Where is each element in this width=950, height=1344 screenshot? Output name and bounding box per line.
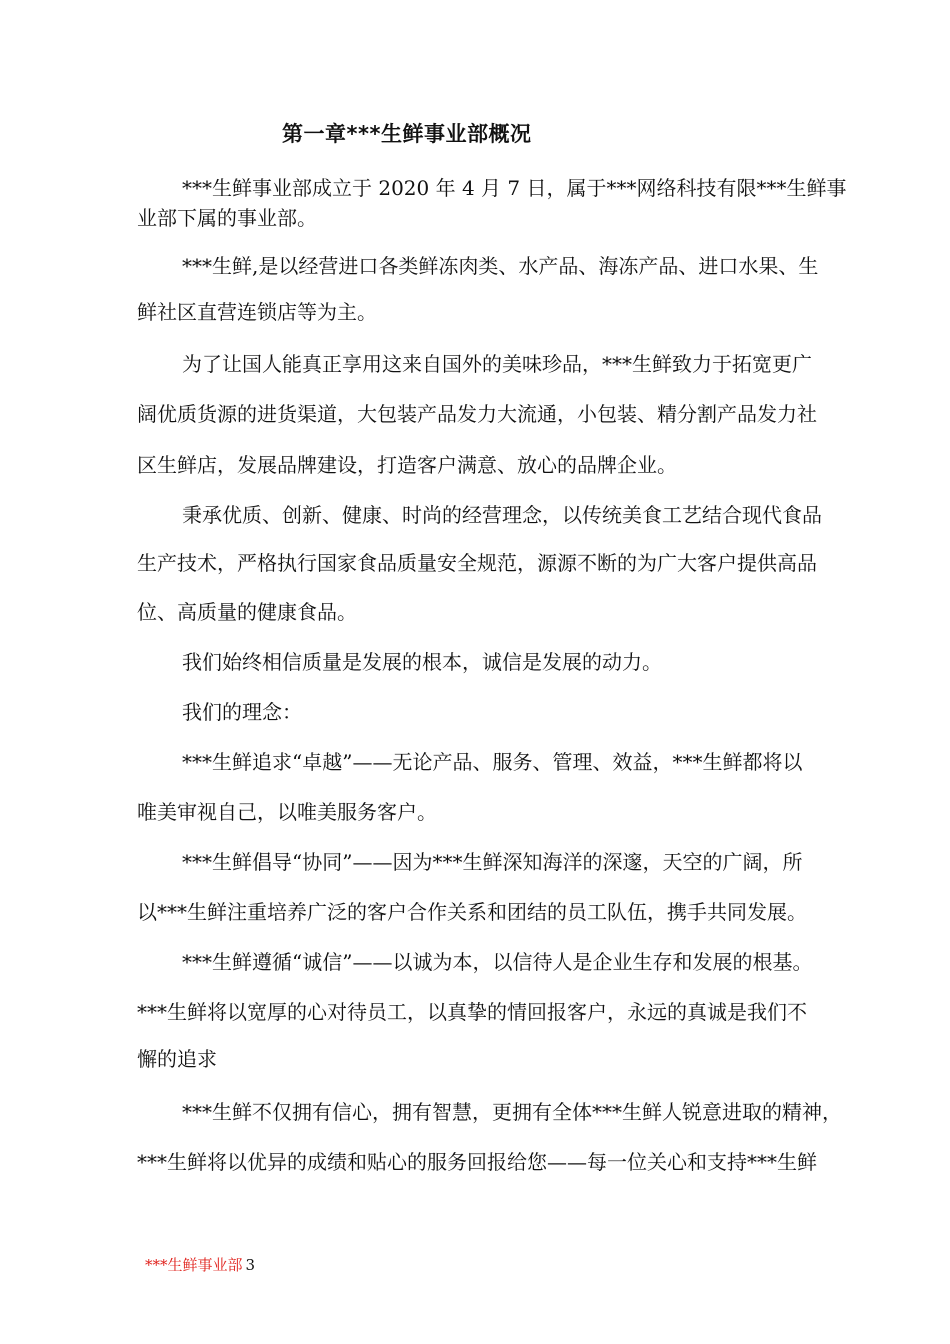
paragraph-10-line-1: ***生鲜不仅拥有信心，拥有智慧，更拥有全体***生鲜人锐意进取的精神，: [182, 1100, 842, 1124]
page-footer: [145, 1254, 255, 1275]
paragraph-2-line-1: ***生鲜,是以经营进口各类鲜冻肉类、水产品、海冻产品、进口水果、生: [182, 254, 819, 278]
paragraph-7-line-1: ***生鲜追求“卓越”——无论产品、服务、管理、效益，***生鲜都将以: [182, 750, 803, 774]
chapter-title: 第一章***生鲜事业部概况: [282, 122, 532, 146]
footer-org-name: ***生鲜事业部: [145, 1256, 243, 1274]
paragraph-5-line-1: 我们始终相信质量是发展的根本，诚信是发展的动力。: [182, 650, 662, 674]
paragraph-3-line-1: 为了让国人能真正享用这来自国外的美味珍品，***生鲜致力于拓宽更广: [182, 352, 812, 376]
paragraph-4-line-1: 秉承优质、创新、健康、时尚的经营理念，以传统美食工艺结合现代食品: [182, 503, 822, 527]
footer-page-number: 3: [245, 1256, 256, 1274]
paragraph-3-line-3: 区生鲜店，发展品牌建设，打造客户满意、放心的品牌企业。: [137, 453, 677, 477]
paragraph-3-line-2: 阔优质货源的进货渠道，大包装产品发力大流通，小包装、精分割产品发力社: [137, 402, 817, 426]
paragraph-1-line-2: 业部下属的事业部。: [137, 206, 317, 230]
paragraph-4-line-3: 位、高质量的健康食品。: [137, 600, 357, 624]
paragraph-2-line-2: 鲜社区直营连锁店等为主。: [137, 300, 377, 324]
paragraph-9-line-1: ***生鲜遵循“诚信”——以诚为本，以信待人是企业生存和发展的根基。: [182, 950, 813, 974]
paragraph-7-line-2: 唯美审视自己，以唯美服务客户。: [137, 800, 437, 824]
paragraph-8-line-1: ***生鲜倡导“协同”——因为***生鲜深知海洋的深邃，天空的广阔，所: [182, 850, 803, 874]
paragraph-10-line-2: ***生鲜将以优异的成绩和贴心的服务回报给您——每一位关心和支持***生鲜: [137, 1150, 817, 1174]
paragraph-9-line-3: 懈的追求: [137, 1047, 217, 1071]
paragraph-8-line-2: 以***生鲜注重培养广泛的客户合作关系和团结的员工队伍，携手共同发展。: [137, 900, 807, 924]
paragraph-6-line-1: 我们的理念：: [182, 700, 302, 724]
paragraph-9-line-2: ***生鲜将以宽厚的心对待员工，以真挚的情回报客户，永远的真诚是我们不: [137, 1000, 807, 1024]
paragraph-1-line-1: ***生鲜事业部成立于 2020 年 4 月 7 日，属于***网络科技有限***生鲜事: [182, 176, 847, 200]
paragraph-4-line-2: 生产技术，严格执行国家食品质量安全规范，源源不断的为广大客户提供高品: [137, 551, 817, 575]
